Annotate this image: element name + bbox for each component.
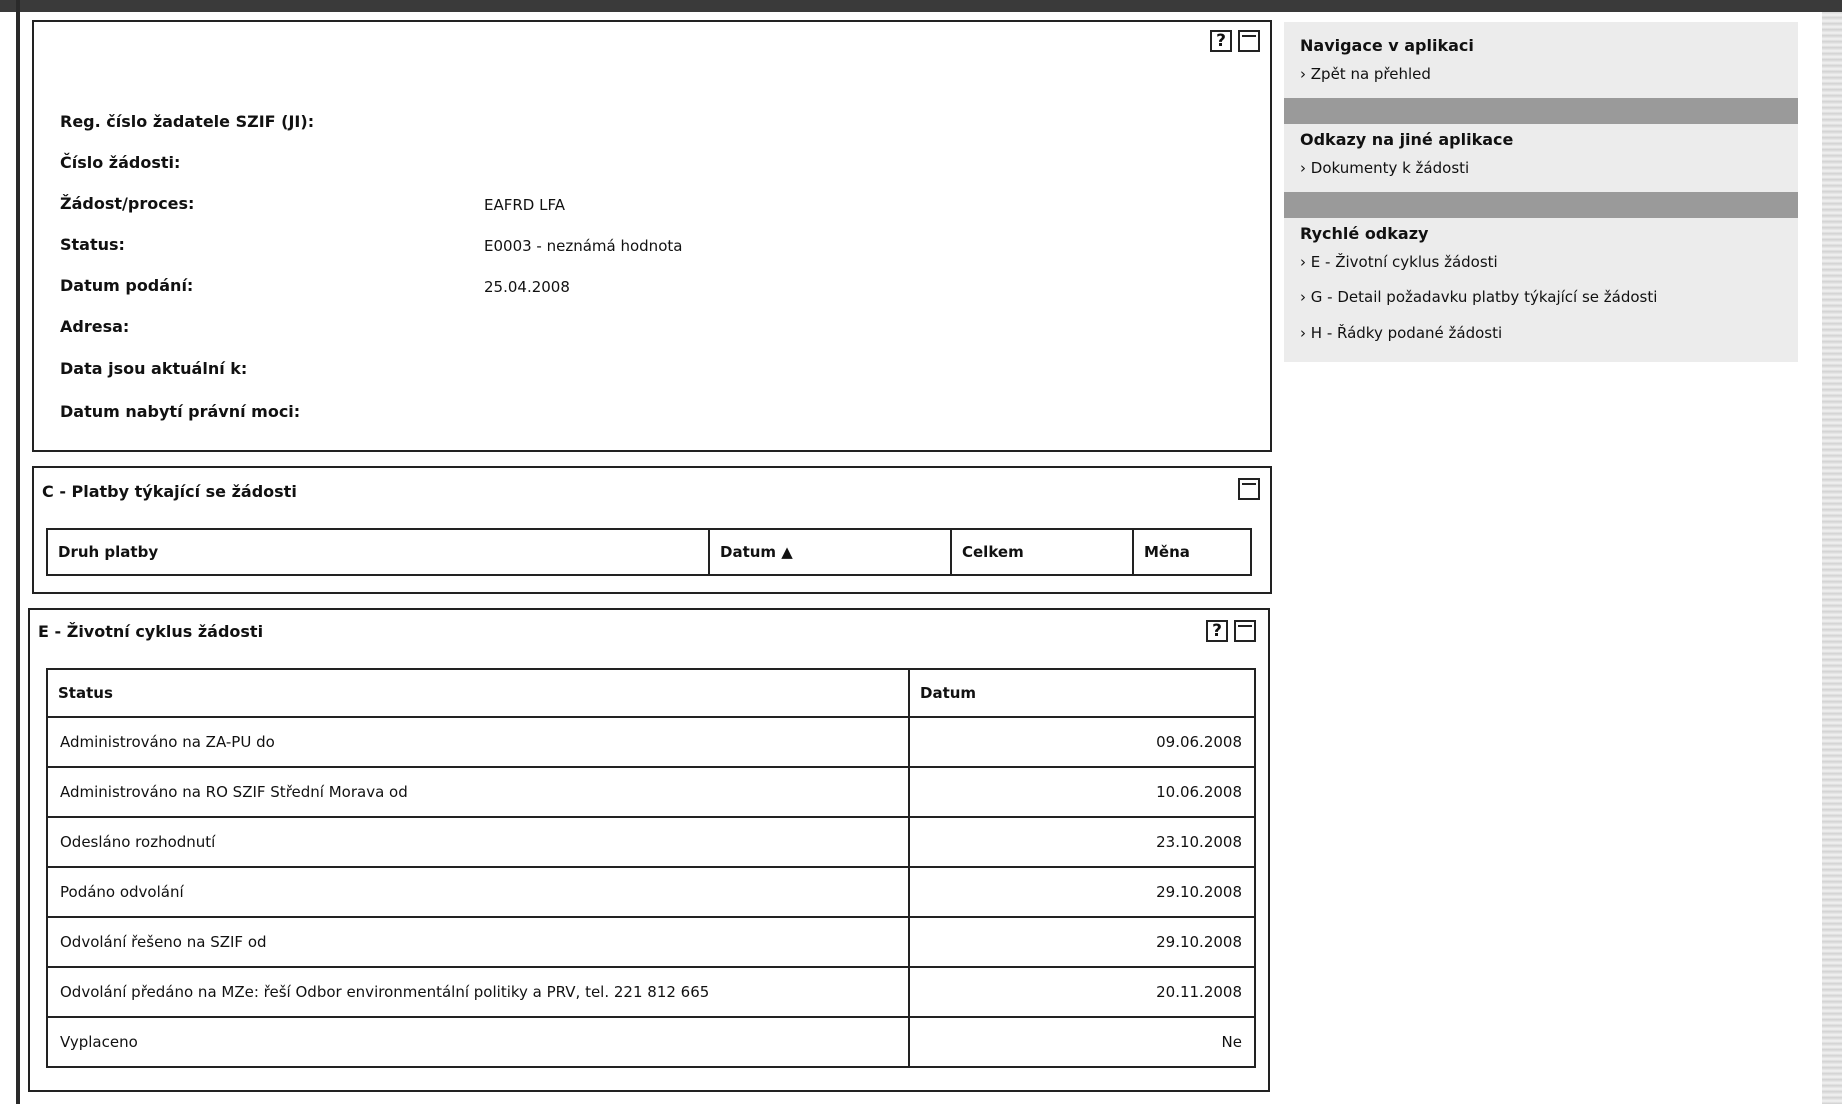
minimize-icon[interactable] <box>1238 478 1260 500</box>
status-cell: Administrováno na ZA-PU do <box>47 717 909 767</box>
field-label-data-aktualni: Data jsou aktuální k: <box>60 359 248 378</box>
top-border <box>0 0 1842 12</box>
date-cell: 10.06.2008 <box>909 767 1255 817</box>
status-cell: Odvolání řešeno na SZIF od <box>47 917 909 967</box>
table-row <box>47 767 1255 817</box>
lifecycle-panel <box>28 608 1270 1092</box>
minimize-icon[interactable] <box>1234 620 1256 642</box>
field-label-status: Status: <box>60 235 125 254</box>
help-icon[interactable]: ? <box>1210 30 1232 52</box>
status-cell: Odvolání předáno na MZe: řeší Odbor environmentální politiky a PRV, tel. 221 812 665 <box>47 967 909 1017</box>
table-row <box>47 817 1255 867</box>
date-cell: 29.10.2008 <box>909 917 1255 967</box>
sidebar <box>1284 22 1798 362</box>
status-cell: Odesláno rozhodnutí <box>47 817 909 867</box>
field-label-reg-cislo: Reg. číslo žadatele SZIF (JI): <box>60 112 315 131</box>
field-value-datum-podani: 25.04.2008 <box>484 278 570 296</box>
lifecycle-table <box>46 668 1256 1068</box>
field-value-zadost-proces: EAFRD LFA <box>484 196 565 214</box>
payments-panel <box>32 466 1272 594</box>
left-border <box>16 0 20 1104</box>
table-row <box>47 1017 1255 1067</box>
date-cell: 09.06.2008 <box>909 717 1255 767</box>
date-cell: 23.10.2008 <box>909 817 1255 867</box>
field-label-adresa: Adresa: <box>60 317 130 336</box>
column-header-status[interactable]: Status <box>47 669 909 717</box>
payments-panel-title: C - Platby týkající se žádosti <box>42 482 297 501</box>
help-icon[interactable]: ? <box>1206 620 1228 642</box>
table-row <box>47 867 1255 917</box>
status-cell: Administrováno na RO SZIF Střední Morava od <box>47 767 909 817</box>
sidebar-quick-link-lifecycle[interactable]: › E - Životní cyklus žádosti <box>1300 253 1498 271</box>
column-header-datum[interactable]: Datum ▲ <box>709 529 951 575</box>
sidebar-divider <box>1284 192 1798 218</box>
date-cell: 29.10.2008 <box>909 867 1255 917</box>
sidebar-link-back-to-overview[interactable]: › Zpět na přehled <box>1300 65 1431 83</box>
field-value-status: E0003 - neznámá hodnota <box>484 237 683 255</box>
table-row <box>47 917 1255 967</box>
field-label-cislo-zadosti: Číslo žádosti: <box>60 153 181 172</box>
page-edge <box>1822 12 1842 1104</box>
column-header-druh-platby[interactable]: Druh platby <box>47 529 709 575</box>
sidebar-heading-quick-links: Rychlé odkazy <box>1300 224 1429 243</box>
field-label-pravni-moc: Datum nabytí právní moci: <box>60 402 301 421</box>
payments-table <box>46 528 1252 576</box>
table-row <box>47 717 1255 767</box>
column-header-datum[interactable]: Datum <box>909 669 1255 717</box>
sidebar-divider <box>1284 98 1798 124</box>
column-header-mena[interactable]: Měna <box>1133 529 1251 575</box>
sidebar-quick-link-payment-detail[interactable]: › G - Detail požadavku platby týkající se žádosti <box>1300 288 1658 306</box>
sidebar-heading-other-apps: Odkazy na jiné aplikace <box>1300 130 1514 149</box>
sidebar-heading-navigation: Navigace v aplikaci <box>1300 36 1474 55</box>
status-cell: Podáno odvolání <box>47 867 909 917</box>
field-label-datum-podani: Datum podání: <box>60 276 194 295</box>
field-label-zadost-proces: Žádost/proces: <box>60 194 195 213</box>
lifecycle-panel-title: E - Životní cyklus žádosti <box>38 622 264 641</box>
status-cell: Vyplaceno <box>47 1017 909 1067</box>
column-header-celkem[interactable]: Celkem <box>951 529 1133 575</box>
table-row <box>47 967 1255 1017</box>
detail-panel <box>32 20 1272 452</box>
date-cell: 20.11.2008 <box>909 967 1255 1017</box>
date-cell: Ne <box>909 1017 1255 1067</box>
sidebar-quick-link-rows[interactable]: › H - Řádky podané žádosti <box>1300 324 1503 342</box>
minimize-icon[interactable] <box>1238 30 1260 52</box>
sidebar-link-documents[interactable]: › Dokumenty k žádosti <box>1300 159 1470 177</box>
